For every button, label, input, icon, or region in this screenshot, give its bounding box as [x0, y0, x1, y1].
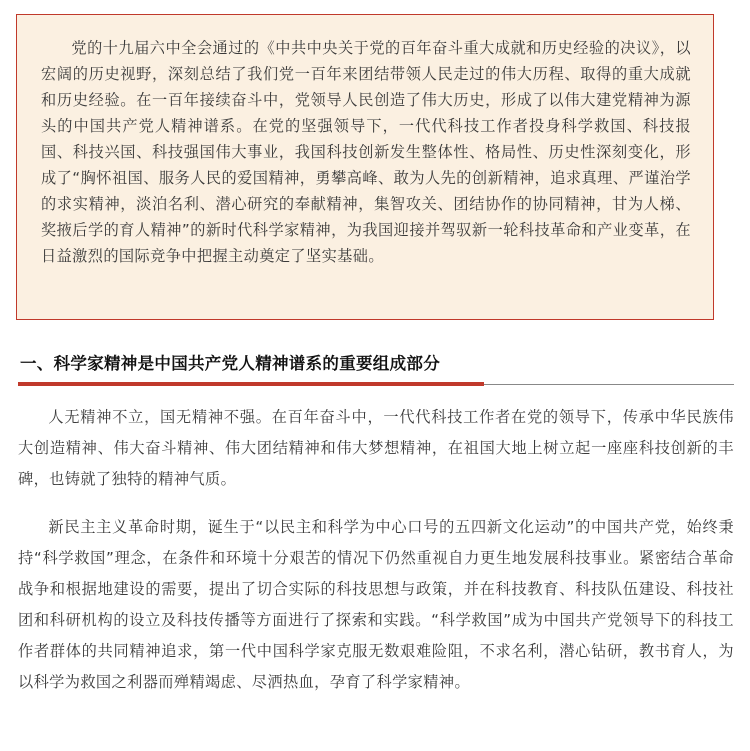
- body-paragraph-1: 人无精神不立，国无精神不强。在百年奋斗中，一代代科技工作者在党的领导下，传承中华民族伟大创造精神、伟大奋斗精神、伟大团结精神和伟大梦想精神，在祖国大地上树立起一座座科技创新的丰碑，也铸就了独特的精神气质。: [18, 408, 734, 488]
- underline-accent-bar: [18, 382, 484, 386]
- intro-paragraph: 党的十九届六中全会通过的《中共中央关于党的百年奋斗重大成就和历史经验的决议》，以宏阔的历史视野，深刻总结了我们党一百年来团结带领人民走过的伟大历程、取得的重大成就和历史经验。在一百年接续奋斗中，党领导人民创造了伟大历史，形成了以伟大建党精神为源头的中国共产党人精神谱系。在党的坚强领导下，一代代科技工作者投身科学救国、科技报国、科技兴国、科技强国伟大事业，我国科技创新发生整体性、格局性、历史性深刻变化，形成了“胸怀祖国、服务人民的爱国精神，勇攀高峰、敢为人先的创新精神，追求真理、严谨治学的求实精神，淡泊名利、潜心研究的奉献精神，集智攻关、团结协作的协同精神，甘为人梯、奖掖后学的育人精神”的新时代科学家精神，为我国迎接并驾驭新一轮科技革命和产业变革，在日益激烈的国际竞争中把握主动奠定了坚实基础。: [41, 39, 691, 265]
- section-title-underline: [18, 382, 734, 386]
- body-paragraph-2: 新民主主义革命时期，诞生于“以民主和科学为中心口号的五四新文化运动”的中国共产党，始终秉持“科学救国”理念，在条件和环境十分艰苦的情况下仍然重视自力更生地发展科技事业。紧密结合革命战争和根据地建设的需要，提出了切合实际的科技思想与政策，并在科技教育、科技队伍建设、科技社团和科研机构的设立及科技传播等方面进行了探索和实践。“科学救国”成为中国共产党领导下的科技工作者群体的共同精神追求，第一代中国科学家克服无数艰难险阻，不求名利，潜心钻研，教书育人，为以科学为救国之利器而殚精竭虑、尽洒热血，孕育了科学家精神。: [18, 518, 734, 691]
- intro-box: [16, 14, 714, 320]
- section-title: 一、科学家精神是中国共产党人精神谱系的重要组成部分: [20, 354, 440, 373]
- section-header: [18, 350, 734, 386]
